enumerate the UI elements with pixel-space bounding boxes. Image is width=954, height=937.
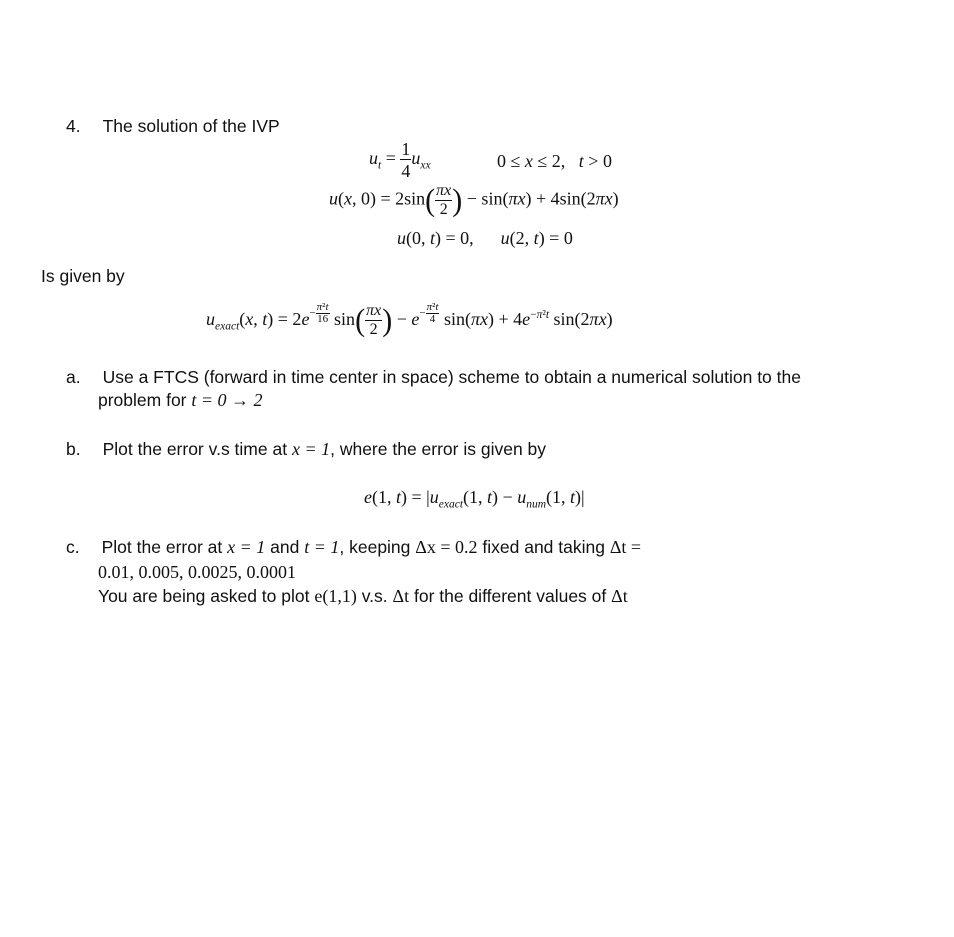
boundary-conditions: u(0, t) = 0, u(2, t) = 0: [397, 228, 573, 248]
part-a-text: Use a FTCS (forward in time center in space) scheme to obtain a numerical solution to the: [102, 367, 801, 387]
part-c-text4: fixed and taking: [482, 537, 605, 557]
problem-intro: The solution of the IVP: [102, 116, 280, 136]
part-c-dt-values: 0.01, 0.005, 0.0025, 0.0001: [98, 562, 296, 582]
part-b-line1: [66, 439, 546, 460]
part-b-marker: b.: [66, 439, 81, 459]
part-c-line3-text2: v.s.: [361, 586, 388, 606]
part-c-dt-symbol: Δt: [392, 586, 410, 606]
part-c-line3-text1: You are being asked to plot: [98, 586, 310, 606]
part-a-line2-text: problem for: [98, 390, 187, 410]
part-b-x-value: x = 1: [291, 439, 331, 459]
part-a-line2: [98, 390, 263, 411]
part-c-x-value: x = 1: [227, 537, 266, 557]
part-a-marker: a.: [66, 367, 81, 387]
part-c-text1: Plot the error at: [101, 537, 223, 557]
part-a-line1: [66, 367, 801, 388]
part-c-text2: and: [270, 537, 300, 557]
initial-condition: u(x, 0) = 2sin( $\frac{\pi x}{2}$ ) − sin(πx) + 4sin(2πx): [329, 182, 619, 218]
domain-condition: 0 ≤ x ≤ 2, t > 0: [497, 151, 612, 171]
error-definition: e(1, $t) = |u_{exact}(1$, $t) - u_{num}(1$, t)|: [364, 487, 585, 511]
part-c-marker: c.: [66, 537, 80, 557]
part-a-time-range: t = 0 → 2: [191, 390, 263, 410]
part-c-line3: [98, 586, 628, 607]
part-c-text3: , keeping: [339, 537, 411, 557]
problem-number: 4.: [66, 116, 81, 136]
pde-equation: $u_t$ = $\frac{1}{4}$ $u_{xx}$: [369, 139, 431, 181]
problem-heading: [66, 116, 280, 137]
part-c-dt-label: Δt =: [609, 537, 642, 557]
part-b-text2: , where the error is given by: [330, 439, 547, 459]
exact-solution: $u_{exact}(x$, t) = 2e− $\frac{\text{π²t}}{16}$ sin( $\frac{\pi x}{2}$ ) − e− $\frac{\text{π²t}}{4}$ $\sin(\pi x) + 4e^{-\pi^2t}$ sin(2πx): [206, 301, 613, 339]
part-c-line3-text3: for the different values of: [413, 586, 607, 606]
part-b-text1: Plot the error v.s time at: [102, 439, 288, 459]
part-c-dx-value: Δx = 0.2: [415, 537, 478, 557]
part-c-error-symbol: e(1,1): [314, 586, 357, 606]
is-given-by: Is given by: [41, 266, 125, 286]
part-c-line1: [66, 537, 641, 558]
part-c-t-value: t = 1: [304, 537, 340, 557]
part-c-dt-symbol-2: Δt: [611, 586, 628, 606]
